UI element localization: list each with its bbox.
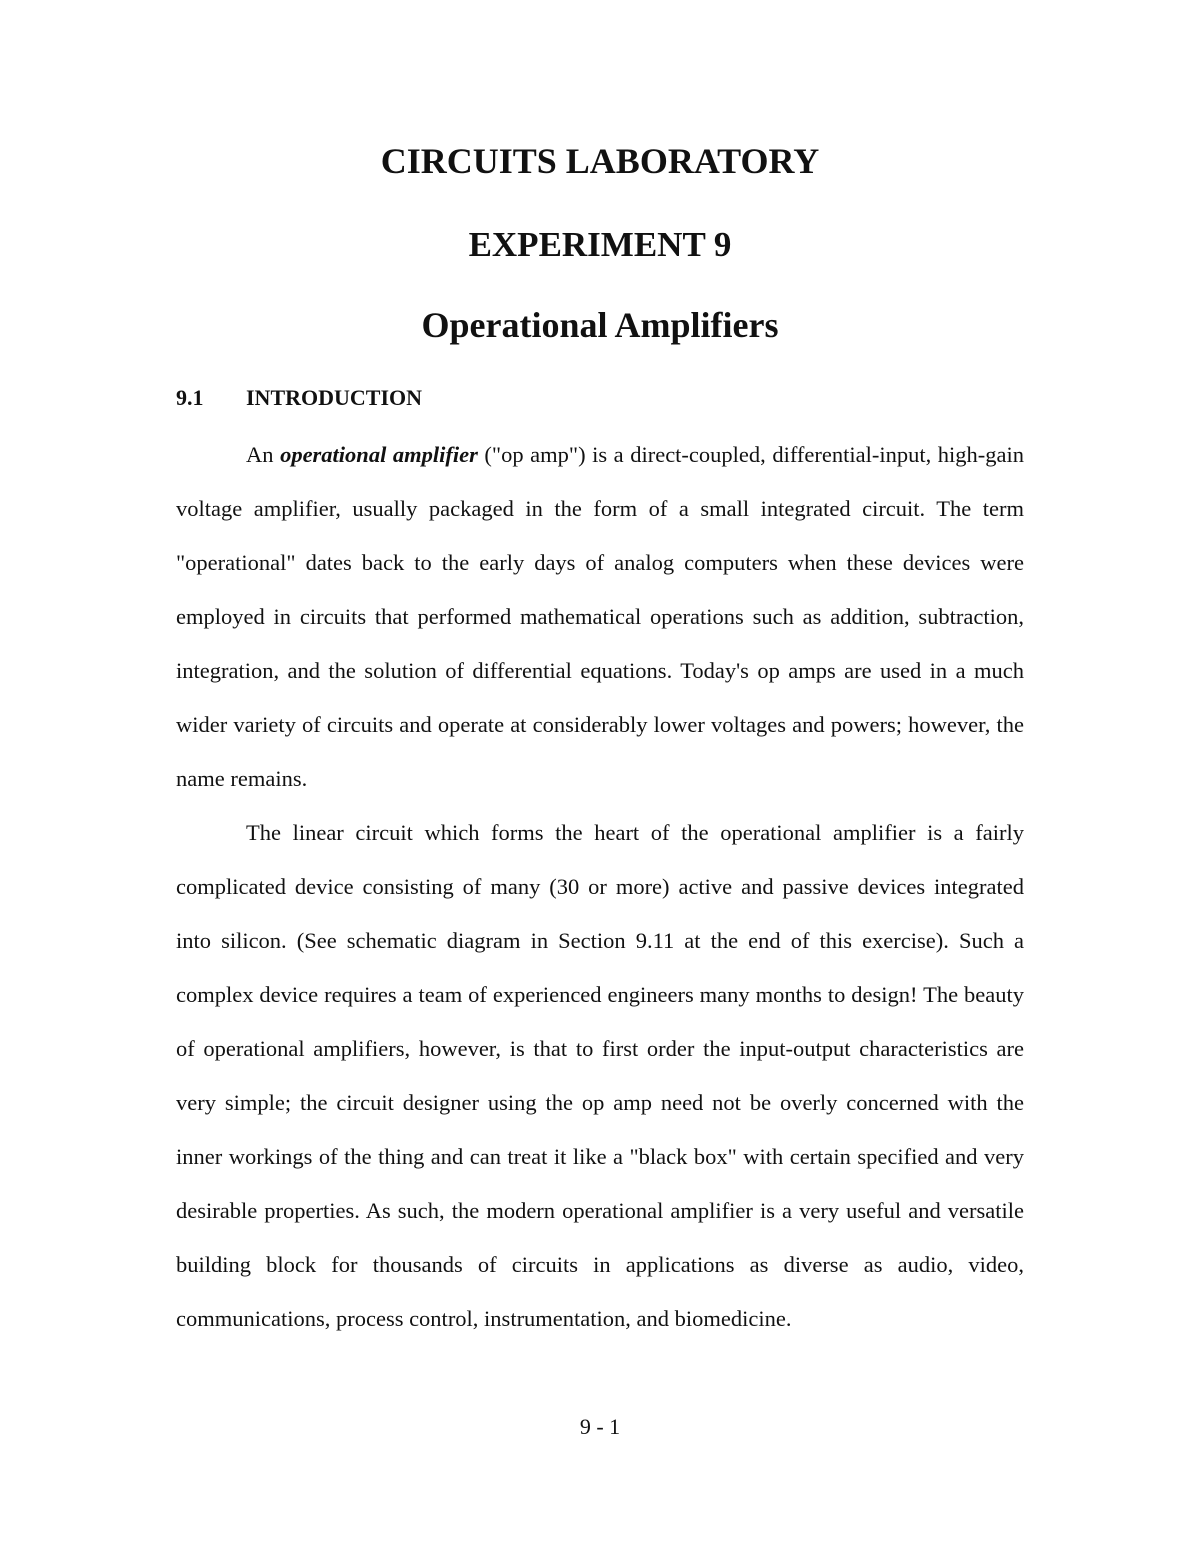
- experiment-title: EXPERIMENT 9: [468, 225, 732, 264]
- page-number: 9 - 1: [579, 1414, 621, 1439]
- subject-title: Operational Amplifiers: [421, 305, 779, 345]
- intro-paragraph-2: The linear circuit which forms the heart of the operational amplifier is a fairly complicated device consisting of many (30 or more) active and passive devices integrated into silicon. (See schematic diagram in Section 9.11 at the end of this exercise). Such a complex device requires a team of experienced engineers many months to design! The beauty of operational amplifiers, however, is that to first order the input-output characteristics are very simple; the circuit designer using the op amp need not be overly concerned with the inner workings of the thing and can treat it like a "black box" with certain specified and very desirable properties. As such, the modern operational amplifier is a very useful and versatile building block for thousands of circuits in applications as diverse as audio, video, communications, process control, instrumentation, and biomedicine.: [176, 820, 1024, 1331]
- paragraph-body: ("op amp") is a direct-coupled, differential-input, high-gain voltage amplifier, usually packaged in the form of a small integrated circuit. The term "operational" dates back to the early days of analog computers when these devices were employed in circuits that performed mathematical operations such as addition, subtraction, integration, and the solution of differential equations. Today's op amps are used in a much wider variety of circuits and operate at considerably lower voltages and powers; however, the name remains.: [176, 442, 1025, 791]
- paragraph-lead: An: [246, 442, 281, 467]
- section-heading: [176, 387, 422, 409]
- emphasized-term: operational amplifier: [280, 442, 478, 467]
- section-title: INTRODUCTION: [246, 385, 423, 410]
- lab-title: CIRCUITS LABORATORY: [380, 141, 820, 181]
- intro-paragraph-1: [176, 428, 1024, 806]
- section-number: 9.1: [176, 385, 204, 410]
